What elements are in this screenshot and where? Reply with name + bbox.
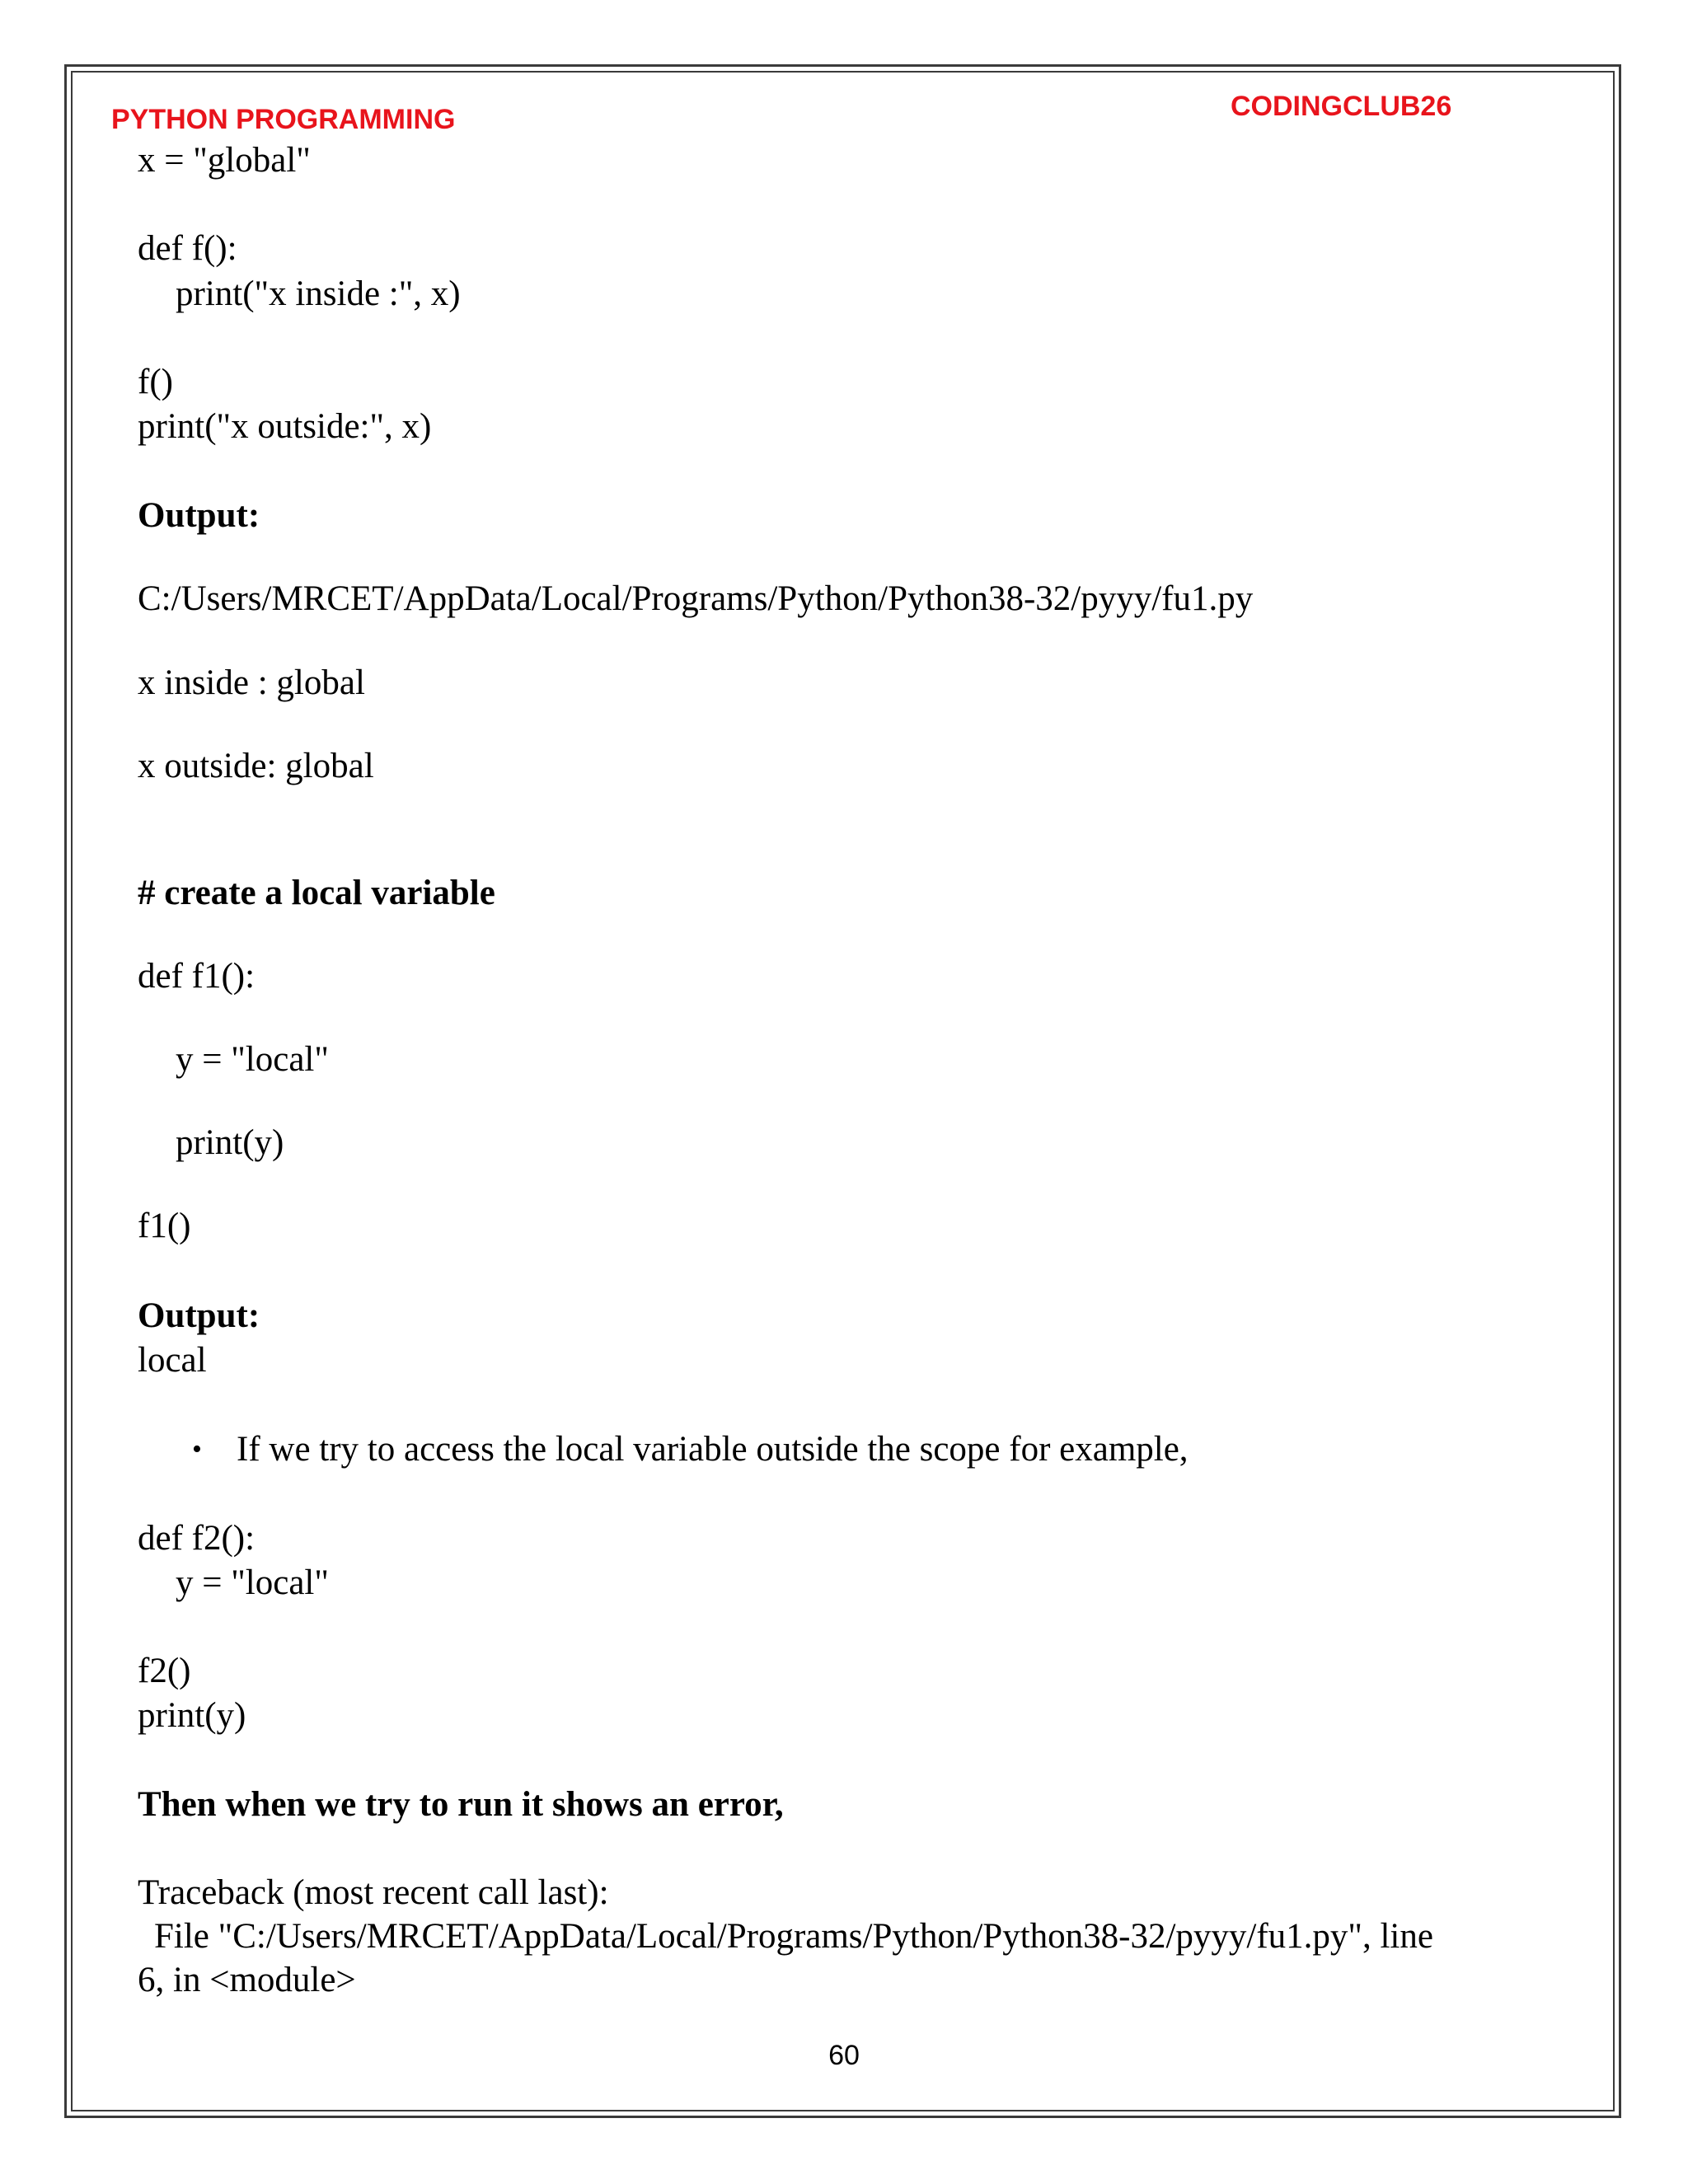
code-line: def f1(): [138, 957, 256, 996]
bullet-icon: • [192, 1434, 202, 1465]
code-line: print(y) [138, 1696, 246, 1735]
code-line: f2() [138, 1652, 191, 1690]
output-line: x inside : global [138, 663, 365, 702]
output-heading: Output: [138, 1296, 260, 1335]
code-line: def f(): [138, 229, 237, 268]
header-left-title: PYTHON PROGRAMMING [111, 104, 456, 135]
bullet-text: If we try to access the local variable outside the scope for example, [237, 1430, 1189, 1469]
code-line: f1() [138, 1207, 191, 1245]
output-heading: Output: [138, 496, 260, 535]
code-line: f() [138, 363, 173, 401]
code-line: y = "local" [176, 1040, 329, 1079]
section-heading: # create a local variable [138, 874, 495, 912]
code-line: y = "local" [176, 1563, 329, 1602]
code-line: def f2(): [138, 1519, 256, 1558]
output-line: x outside: global [138, 747, 374, 785]
output-path: C:/Users/MRCET/AppData/Local/Programs/Python/Python38-32/pyyy/fu1.py [138, 579, 1254, 618]
output-line: local [138, 1341, 207, 1380]
code-line: print(y) [176, 1123, 284, 1162]
traceback-line: Traceback (most recent call last): [138, 1873, 609, 1912]
page-number: 60 [828, 2040, 860, 2071]
traceback-line: File "C:/Users/MRCET/AppData/Local/Programs/Python/Python38-32/pyyy/fu1.py", line [154, 1917, 1433, 1956]
code-line: x = "global" [138, 141, 311, 180]
traceback-line: 6, in <module> [138, 1961, 356, 1999]
code-line: print("x outside:", x) [138, 407, 432, 446]
code-line: print("x inside :", x) [176, 274, 461, 313]
error-heading: Then when we try to run it shows an error, [138, 1785, 784, 1824]
header-right-title: CODINGCLUB26 [1231, 91, 1452, 122]
